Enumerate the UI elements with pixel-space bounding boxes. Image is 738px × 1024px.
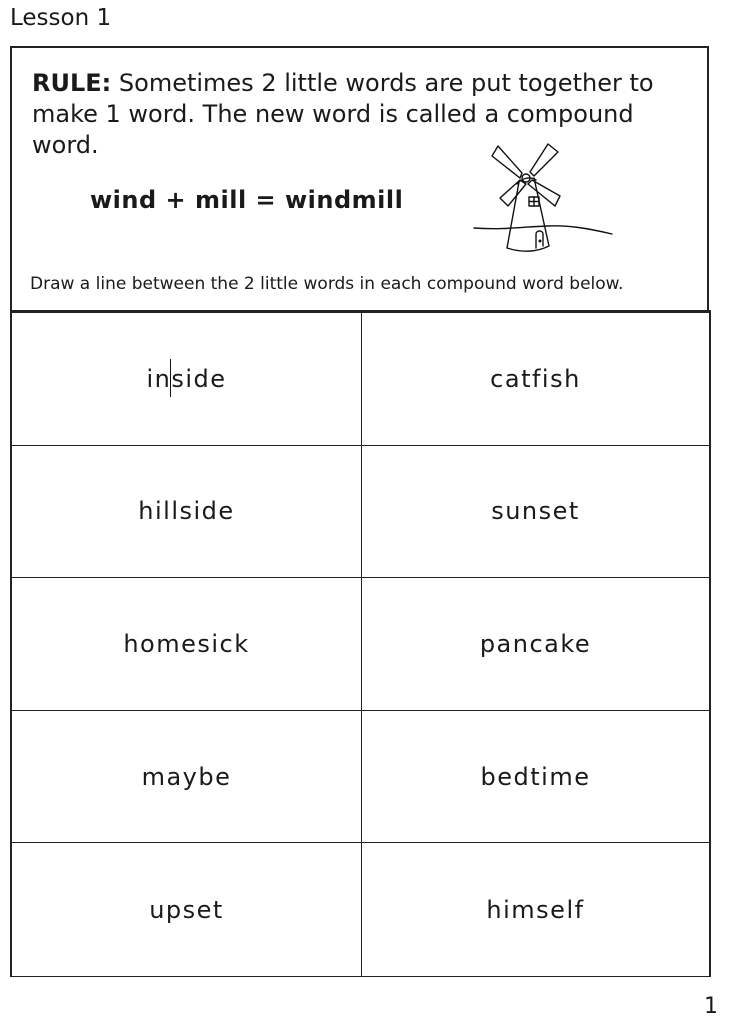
page-number: 1 (704, 994, 718, 1019)
compound-word: upset (149, 895, 224, 924)
compound-word: hillside (138, 497, 235, 526)
word-cell[interactable] (362, 313, 709, 446)
word-cell[interactable] (12, 843, 362, 976)
compound-word: maybe (141, 762, 232, 791)
word-cell[interactable] (362, 711, 709, 844)
compound-word: catfish (490, 364, 581, 393)
word-cell[interactable] (362, 446, 709, 579)
word-cell[interactable] (12, 578, 362, 711)
word-cell[interactable] (12, 313, 362, 446)
word-cell[interactable] (12, 711, 362, 844)
instruction-text: Draw a line between the 2 little words in each compound word below. (30, 274, 624, 294)
compound-word: homesick (123, 629, 250, 658)
word-cell[interactable] (12, 446, 362, 579)
compound-word: himself (486, 895, 585, 924)
compound-word: sunset (491, 497, 580, 526)
windmill-illustration (462, 138, 622, 268)
word-cell[interactable] (362, 843, 709, 976)
word-cell[interactable] (362, 578, 709, 711)
rule-description: Sometimes 2 little words are put together to make 1 word. The new word is called a compound word. (32, 69, 654, 159)
compound-word-grid (10, 310, 711, 977)
compound-word: inside (146, 364, 227, 393)
lesson-title: Lesson 1 (10, 5, 112, 31)
rule-label: RULE: (32, 69, 112, 97)
compound-word: pancake (479, 629, 592, 658)
example-equation: wind + mill = windmill (90, 186, 404, 214)
compound-word: bedtime (480, 762, 591, 791)
dividing-line-mark (170, 359, 171, 397)
rule-box (10, 46, 709, 310)
